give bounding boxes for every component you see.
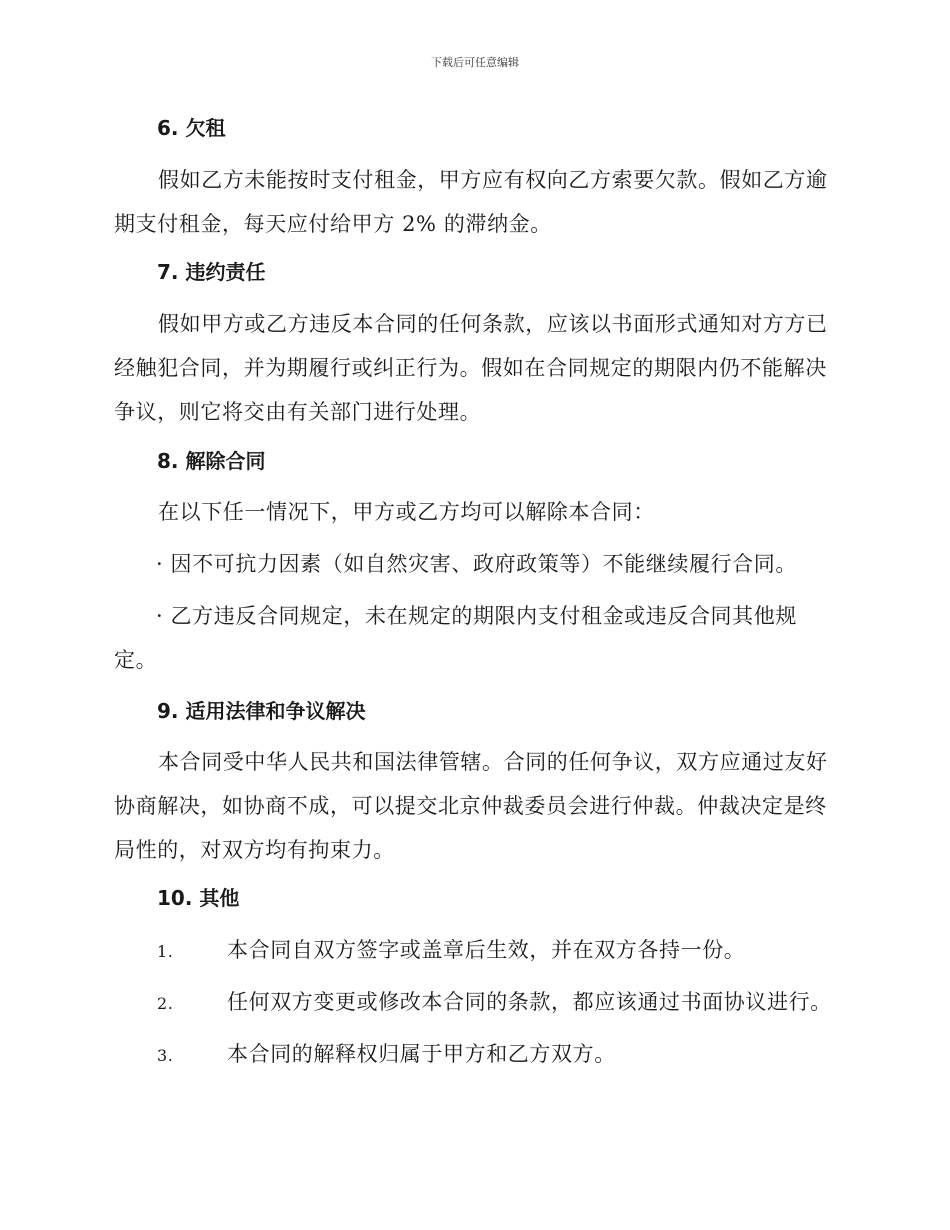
list-text: 任何双方变更或修改本合同的条款，都应该通过书面协议进行。 (227, 990, 832, 1014)
section-10-item-3 (157, 1039, 857, 1071)
section-10-heading: 10. 其他 (157, 886, 240, 910)
list-text: 本合同自双方签字或盖章后生效，并在双方各持一份。 (227, 938, 746, 962)
section-8-bullet-1: · 因不可抗力因素（如自然灾害、政府政策等）不能继续履行合同。 (156, 552, 797, 576)
section-7-heading: 7. 违约责任 (157, 260, 266, 284)
page-header: 下载后可任意编辑 (431, 56, 519, 69)
section-9-paragraph: 本合同受中华人民共和国法律管辖。合同的任何争议，双方应通过友好协商解决，如协商不成，可以提交北京仲裁委员会进行仲裁。仲裁决定是终局性的，对双方均有拘束力。 (114, 750, 828, 862)
list-number: 2. (157, 994, 174, 1013)
section-7-paragraph: 假如甲方或乙方违反本合同的任何条款，应该以书面形式通知对方方已经触犯合同，并为期履行或纠正行为。假如在合同规定的期限内仍不能解决争议，则它将交由有关部门进行处理。 (114, 312, 828, 424)
section-8-bullet-2: · 乙方违反合同规定，未在规定的期限内支付租金或违反合同其他规定。 (114, 604, 797, 672)
section-10-item-2 (157, 987, 857, 1019)
section-6-paragraph: 假如乙方未能按时支付租金，甲方应有权向乙方索要欠款。假如乙方逾期支付租金，每天应付给甲方 2% 的滞纳金。 (114, 168, 828, 236)
section-8-intro: 在以下任一情况下，甲方或乙方均可以解除本合同： (158, 500, 655, 524)
section-6-heading: 6. 欠租 (157, 116, 226, 140)
section-10-item-1 (157, 935, 857, 967)
section-8-heading: 8. 解除合同 (157, 449, 266, 473)
list-number: 3. (157, 1046, 174, 1065)
list-text: 本合同的解释权归属于甲方和乙方双方。 (227, 1042, 616, 1066)
section-9-heading: 9. 适用法律和争议解决 (157, 699, 366, 723)
list-number: 1. (157, 942, 174, 961)
